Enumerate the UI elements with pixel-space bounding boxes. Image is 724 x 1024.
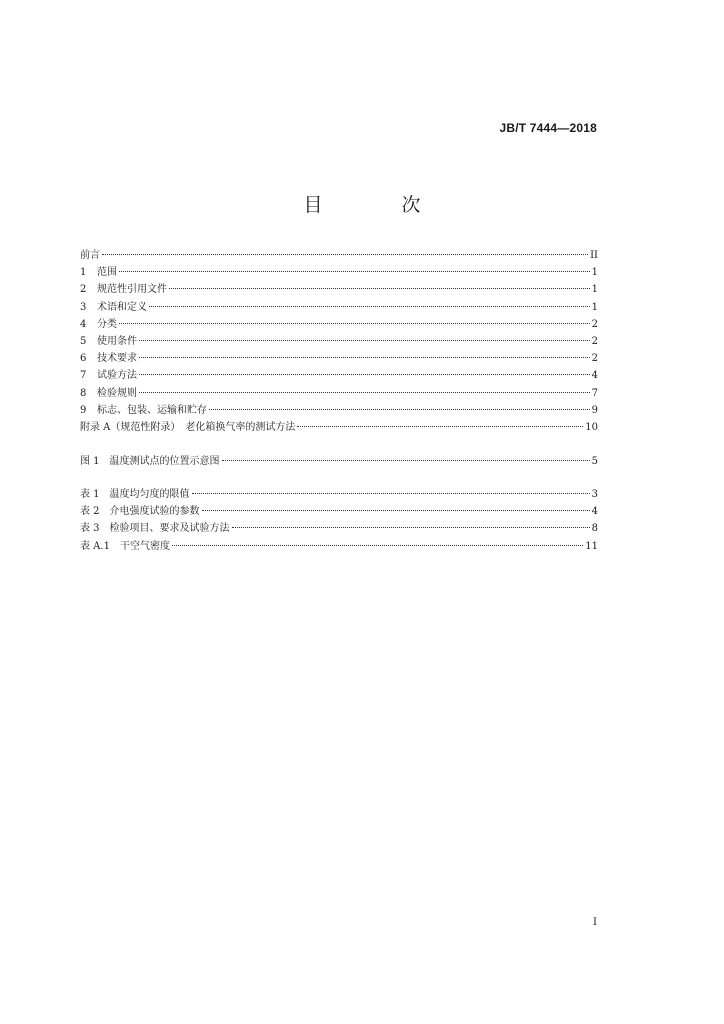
toc-entry-text: 表 2 介电强度试验的参数: [80, 506, 200, 518]
toc-entry[interactable]: [80, 299, 598, 316]
toc-entry-label: [80, 385, 137, 402]
toc-entry-label: [80, 264, 117, 281]
standard-code: JB/T 7444—2018: [499, 121, 597, 135]
toc-entry-text: 范围: [97, 267, 117, 279]
toc-entry-number: 4: [80, 318, 87, 330]
toc-entry-label: [80, 419, 295, 436]
toc-entry-page: 9: [591, 404, 598, 416]
toc-entry-page: 10: [585, 421, 598, 433]
toc-dot-leader: [232, 527, 590, 528]
toc-title: 目 次: [303, 194, 451, 216]
toc-entry[interactable]: [80, 385, 598, 402]
toc-dot-leader: [139, 340, 590, 341]
toc-entry-number: 8: [80, 387, 87, 399]
toc-entry-text: 表 3 检验项目、要求及试验方法: [80, 523, 230, 535]
toc-entry-page: 2: [591, 353, 598, 365]
toc-entry-label: [80, 281, 167, 298]
toc-entry-page: 11: [585, 540, 598, 552]
toc-entry[interactable]: [80, 333, 598, 350]
toc-entry-page: II: [590, 250, 598, 261]
toc-entry-number: 2: [80, 284, 87, 296]
toc-entry-page: 4: [591, 506, 598, 518]
toc-entry[interactable]: [80, 247, 598, 264]
toc-entry-page: 1: [591, 267, 598, 279]
toc-entry-page: 7: [591, 387, 598, 399]
toc-entry[interactable]: [80, 281, 598, 298]
toc-entry-text: 前言: [80, 250, 100, 261]
toc-entry-label: [80, 538, 170, 555]
toc-entry[interactable]: [80, 538, 598, 555]
toc-figure-list: [80, 453, 598, 470]
toc-dot-leader: [139, 392, 590, 393]
toc-entry-text: 规范性引用文件: [97, 284, 167, 296]
toc-entry[interactable]: [80, 367, 598, 384]
toc-dot-leader: [139, 357, 590, 358]
toc-entry-page: 5: [591, 456, 598, 467]
toc-dot-leader: [209, 409, 590, 410]
toc-entry-number: 5: [80, 335, 87, 347]
toc-dot-leader: [139, 374, 590, 375]
toc-dot-leader: [169, 288, 590, 289]
toc-entry-label: [80, 453, 220, 470]
toc-entry[interactable]: [80, 520, 598, 537]
toc-entry-label: [80, 503, 200, 520]
toc-entry-label: [80, 367, 137, 384]
toc-entry-text: 技术要求: [97, 353, 137, 365]
toc-dot-leader: [222, 460, 590, 461]
toc-entry-number: 9: [80, 404, 87, 416]
toc-dot-leader: [119, 323, 590, 324]
toc-entry[interactable]: [80, 503, 598, 520]
toc-entry[interactable]: [80, 264, 598, 281]
toc-entry-page: 1: [591, 284, 598, 296]
toc-dot-leader: [102, 254, 588, 255]
toc-entry-label: [80, 402, 207, 419]
toc-entry-label: [80, 486, 190, 503]
toc-entry-page: 8: [591, 523, 598, 535]
toc-dot-leader: [297, 426, 583, 427]
page-number: I: [593, 917, 597, 928]
toc-entry-label: [80, 333, 137, 350]
toc-entry[interactable]: [80, 486, 598, 503]
toc-entry-number: 6: [80, 353, 87, 365]
toc-entry-page: 4: [591, 370, 598, 382]
toc-entry-number: 1: [80, 267, 87, 279]
toc-entry-label: [80, 350, 137, 367]
toc-table-list: [80, 486, 598, 555]
toc-entry[interactable]: [80, 402, 598, 419]
toc-entry-text: 使用条件: [97, 335, 137, 347]
toc-entry-number: 7: [80, 370, 87, 382]
toc-dot-leader: [119, 271, 590, 272]
toc-entry-page: 3: [591, 489, 598, 500]
toc-entry-page: 2: [591, 318, 598, 330]
toc-entry-text: 分类: [97, 318, 117, 330]
toc-entry-label: [80, 247, 100, 264]
toc-dot-leader: [149, 306, 590, 307]
toc-entry[interactable]: [80, 350, 598, 367]
toc-entry-page: 1: [591, 301, 598, 313]
toc-dot-leader: [192, 493, 590, 494]
toc-entry-label: [80, 299, 147, 316]
toc-entry[interactable]: [80, 316, 598, 333]
toc-entry-number: 3: [80, 301, 87, 313]
toc-entry-text: 试验方法: [97, 370, 137, 382]
toc-entry[interactable]: [80, 419, 598, 436]
toc-entry-text: 图 1 温度测试点的位置示意图: [80, 456, 220, 467]
toc-entry-label: [80, 520, 230, 537]
toc-entry-page: 2: [591, 335, 598, 347]
toc-main-list: [80, 247, 598, 436]
toc-entry-text: 附录 A（规范性附录） 老化箱换气率的测试方法: [80, 421, 296, 433]
toc-entry-text: 检验规则: [97, 387, 137, 399]
toc-entry-text: 表 1 温度均匀度的限值: [80, 489, 190, 500]
toc-entry-text: 术语和定义: [97, 301, 147, 313]
toc-entry-text: 表 A.1 干空气密度: [80, 540, 170, 552]
toc-entry-label: [80, 316, 117, 333]
toc-entry-text: 标志、包装、运输和贮存: [97, 404, 207, 416]
toc-dot-leader: [202, 510, 590, 511]
toc-dot-leader: [172, 545, 583, 546]
toc-entry[interactable]: [80, 453, 598, 470]
